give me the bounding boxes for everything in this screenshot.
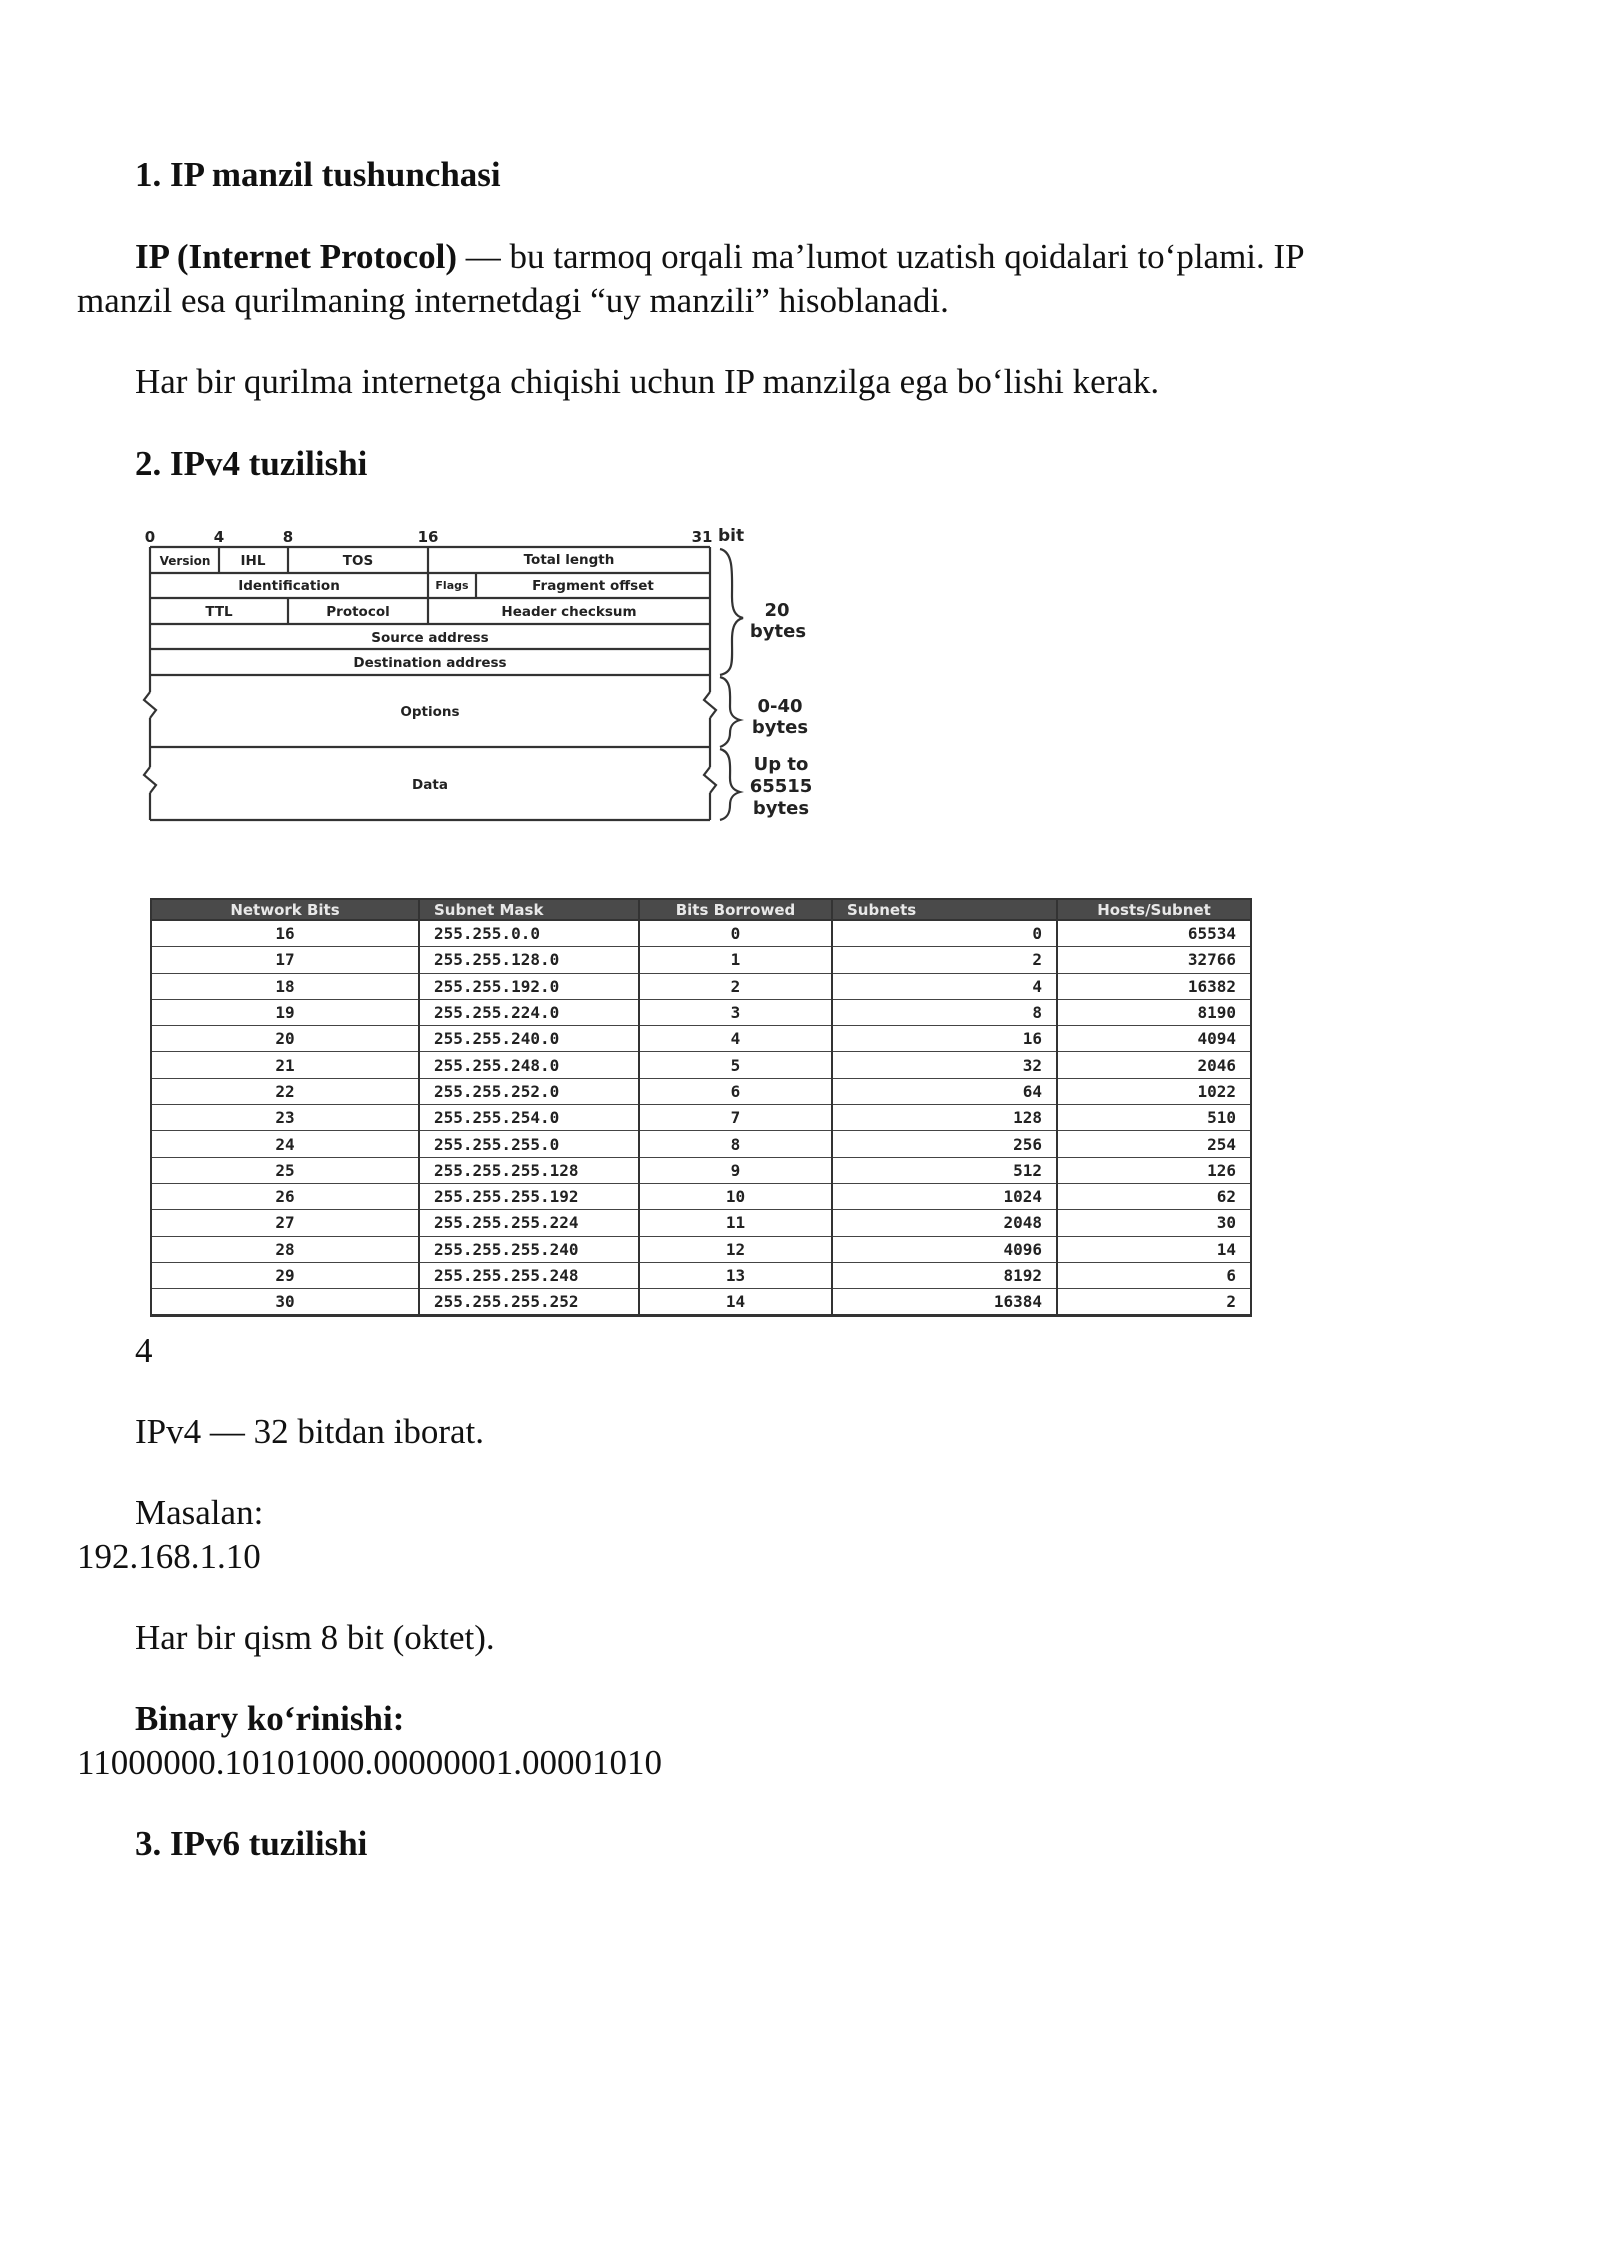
- cell-subnets: 4096: [832, 1236, 1057, 1262]
- table-row: [151, 1078, 1251, 1104]
- bit-mark-16: 16: [417, 528, 439, 546]
- table-row: [151, 1262, 1251, 1288]
- bit-mark-8: 8: [282, 528, 294, 546]
- cell-hosts-per-subnet: 254: [1057, 1131, 1251, 1157]
- field-version: Version: [159, 554, 211, 568]
- cell-network-bits: 20: [151, 1026, 419, 1052]
- cell-subnets: 4: [832, 973, 1057, 999]
- field-destination-address: Destination address: [353, 655, 507, 671]
- table-row: [151, 1052, 1251, 1078]
- table-row: [151, 947, 1251, 973]
- field-tos: TOS: [342, 553, 374, 569]
- cell-subnet-mask: 255.255.252.0: [419, 1078, 639, 1104]
- cell-subnet-mask: 255.255.248.0: [419, 1052, 639, 1078]
- cell-hosts-per-subnet: 2046: [1057, 1052, 1251, 1078]
- header-brace: [720, 549, 743, 675]
- cell-subnet-mask: 255.255.254.0: [419, 1105, 639, 1131]
- table-row: [151, 1026, 1251, 1052]
- field-ihl: IHL: [240, 553, 266, 569]
- cell-bits-borrowed: 9: [639, 1157, 832, 1183]
- subnet-table-body: [151, 920, 1251, 1316]
- table-row: [151, 973, 1251, 999]
- cell-subnets: 16: [832, 1026, 1057, 1052]
- ip-definition-line2: manzil esa qurilmaning internetdagi “uy manzili” hisoblanadi.: [77, 281, 949, 320]
- cell-bits-borrowed: 7: [639, 1105, 832, 1131]
- bit-unit-label: bit: [718, 526, 745, 546]
- table-row: [151, 920, 1251, 947]
- cell-subnet-mask: 255.255.255.192: [419, 1183, 639, 1209]
- cell-subnets: 2048: [832, 1210, 1057, 1236]
- cell-hosts-per-subnet: 1022: [1057, 1078, 1251, 1104]
- cell-network-bits: 29: [151, 1262, 419, 1288]
- diagram-left-break: [144, 767, 156, 793]
- field-header-checksum: Header checksum: [501, 604, 637, 620]
- options-size-value: 0-40: [757, 696, 803, 717]
- cell-bits-borrowed: 10: [639, 1183, 832, 1209]
- diagram-right-break: [704, 692, 716, 718]
- cell-subnets: 8: [832, 999, 1057, 1025]
- cell-network-bits: 16: [151, 920, 419, 947]
- cell-subnet-mask: 255.255.128.0: [419, 947, 639, 973]
- table-row: [151, 1210, 1251, 1236]
- binary-label: Binary ko‘rinishi:: [135, 1699, 405, 1738]
- cell-hosts-per-subnet: 14: [1057, 1236, 1251, 1262]
- cell-bits-borrowed: 11: [639, 1210, 832, 1236]
- column-header-bits-borrowed: Bits Borrowed: [639, 899, 832, 920]
- subnet-table: [150, 898, 1252, 1317]
- table-row: [151, 1289, 1251, 1316]
- cell-bits-borrowed: 8: [639, 1131, 832, 1157]
- cell-bits-borrowed: 5: [639, 1052, 832, 1078]
- subnet-table-header-row: [151, 899, 1251, 920]
- heading-ipv4-structure: 2. IPv4 tuzilishi: [135, 444, 368, 483]
- cell-hosts-per-subnet: 510: [1057, 1105, 1251, 1131]
- cell-hosts-per-subnet: 2: [1057, 1289, 1251, 1316]
- heading-ipv6-structure: 3. IPv6 tuzilishi: [135, 1824, 368, 1863]
- cell-network-bits: 23: [151, 1105, 419, 1131]
- ipv4-header-diagram: [140, 522, 840, 822]
- cell-hosts-per-subnet: 30: [1057, 1210, 1251, 1236]
- cell-bits-borrowed: 4: [639, 1026, 832, 1052]
- cell-network-bits: 30: [151, 1289, 419, 1316]
- cell-network-bits: 22: [151, 1078, 419, 1104]
- data-size-prefix: Up to: [753, 754, 809, 775]
- cell-subnet-mask: 255.255.240.0: [419, 1026, 639, 1052]
- cell-hosts-per-subnet: 4094: [1057, 1026, 1251, 1052]
- cell-subnets: 2: [832, 947, 1057, 973]
- table-row: [151, 1157, 1251, 1183]
- cell-hosts-per-subnet: 32766: [1057, 947, 1251, 973]
- data-brace: [720, 749, 740, 820]
- binary-value: 11000000.10101000.00000001.00001010: [77, 1743, 662, 1782]
- cell-subnet-mask: 255.255.255.0: [419, 1131, 639, 1157]
- cell-bits-borrowed: 2: [639, 973, 832, 999]
- ip-definition-term: IP (Internet Protocol): [135, 237, 458, 276]
- diagram-left-break: [144, 692, 156, 718]
- heading-ip-concept: 1. IP manzil tushunchasi: [135, 155, 501, 194]
- cell-hosts-per-subnet: 16382: [1057, 973, 1251, 999]
- cell-bits-borrowed: 3: [639, 999, 832, 1025]
- field-protocol: Protocol: [326, 604, 390, 620]
- ip-definition-line1: [135, 235, 1305, 279]
- cell-hosts-per-subnet: 65534: [1057, 920, 1251, 947]
- table-row: [151, 1236, 1251, 1262]
- cell-network-bits: 21: [151, 1052, 419, 1078]
- data-size-unit: bytes: [752, 798, 810, 819]
- octet-paragraph: Har bir qism 8 bit (oktet).: [135, 1618, 495, 1657]
- cell-subnets: 256: [832, 1131, 1057, 1157]
- field-fragment-offset: Fragment offset: [532, 578, 654, 594]
- cell-hosts-per-subnet: 8190: [1057, 999, 1251, 1025]
- cell-network-bits: 17: [151, 947, 419, 973]
- column-header-network-bits: Network Bits: [151, 899, 419, 920]
- cell-network-bits: 26: [151, 1183, 419, 1209]
- bit-mark-0: 0: [144, 528, 156, 546]
- cell-subnets: 8192: [832, 1262, 1057, 1288]
- figure-caption-number: 4: [135, 1331, 153, 1370]
- table-row: [151, 1183, 1251, 1209]
- options-size-unit: bytes: [751, 717, 809, 738]
- cell-subnet-mask: 255.255.255.252: [419, 1289, 639, 1316]
- cell-hosts-per-subnet: 62: [1057, 1183, 1251, 1209]
- cell-hosts-per-subnet: 126: [1057, 1157, 1251, 1183]
- cell-bits-borrowed: 0: [639, 920, 832, 947]
- cell-bits-borrowed: 12: [639, 1236, 832, 1262]
- field-identification: Identification: [238, 578, 340, 594]
- column-header-subnets: Subnets: [832, 899, 1057, 920]
- cell-network-bits: 18: [151, 973, 419, 999]
- cell-subnets: 64: [832, 1078, 1057, 1104]
- data-size-value: 65515: [749, 776, 813, 797]
- cell-subnets: 16384: [832, 1289, 1057, 1316]
- cell-subnet-mask: 255.255.192.0: [419, 973, 639, 999]
- cell-subnets: 128: [832, 1105, 1057, 1131]
- bit-mark-4: 4: [213, 528, 225, 546]
- field-ttl: TTL: [205, 604, 233, 620]
- cell-network-bits: 25: [151, 1157, 419, 1183]
- cell-subnet-mask: 255.255.255.128: [419, 1157, 639, 1183]
- cell-bits-borrowed: 1: [639, 947, 832, 973]
- cell-subnet-mask: 255.255.255.240: [419, 1236, 639, 1262]
- options-brace: [720, 677, 740, 747]
- cell-network-bits: 28: [151, 1236, 419, 1262]
- cell-subnet-mask: 255.255.0.0: [419, 920, 639, 947]
- cell-bits-borrowed: 14: [639, 1289, 832, 1316]
- field-flags: Flags: [435, 579, 469, 592]
- cell-subnets: 1024: [832, 1183, 1057, 1209]
- cell-subnet-mask: 255.255.255.224: [419, 1210, 639, 1236]
- column-header-hosts-per-subnet: Hosts/Subnet: [1057, 899, 1251, 920]
- cell-hosts-per-subnet: 6: [1057, 1262, 1251, 1288]
- cell-bits-borrowed: 6: [639, 1078, 832, 1104]
- field-data: Data: [412, 777, 448, 793]
- field-source-address: Source address: [371, 630, 489, 646]
- example-ip-address: 192.168.1.10: [77, 1537, 261, 1576]
- bit-mark-31: 31: [691, 528, 713, 546]
- field-options: Options: [400, 704, 460, 720]
- cell-bits-borrowed: 13: [639, 1262, 832, 1288]
- field-total-length: Total length: [523, 552, 615, 568]
- header-size-unit: bytes: [749, 621, 807, 642]
- cell-subnet-mask: 255.255.255.248: [419, 1262, 639, 1288]
- cell-subnets: 32: [832, 1052, 1057, 1078]
- ip-requirement-paragraph: Har bir qurilma internetga chiqishi uchun IP manzilga ega bo‘lishi kerak.: [135, 362, 1160, 401]
- ipv4-bit-length-paragraph: IPv4 — 32 bitdan iborat.: [135, 1412, 484, 1451]
- table-row: [151, 1131, 1251, 1157]
- cell-subnets: 0: [832, 920, 1057, 947]
- diagram-right-break: [704, 767, 716, 793]
- cell-network-bits: 24: [151, 1131, 419, 1157]
- table-row: [151, 1105, 1251, 1131]
- ip-definition-text: — bu tarmoq orqali ma’lumot uzatish qoidalari to‘plami. IP: [457, 237, 1305, 276]
- table-row: [151, 999, 1251, 1025]
- header-size-value: 20: [764, 600, 790, 621]
- cell-network-bits: 27: [151, 1210, 419, 1236]
- column-header-subnet-mask: Subnet Mask: [419, 899, 639, 920]
- example-label: Masalan:: [135, 1493, 264, 1532]
- cell-subnets: 512: [832, 1157, 1057, 1183]
- cell-network-bits: 19: [151, 999, 419, 1025]
- cell-subnet-mask: 255.255.224.0: [419, 999, 639, 1025]
